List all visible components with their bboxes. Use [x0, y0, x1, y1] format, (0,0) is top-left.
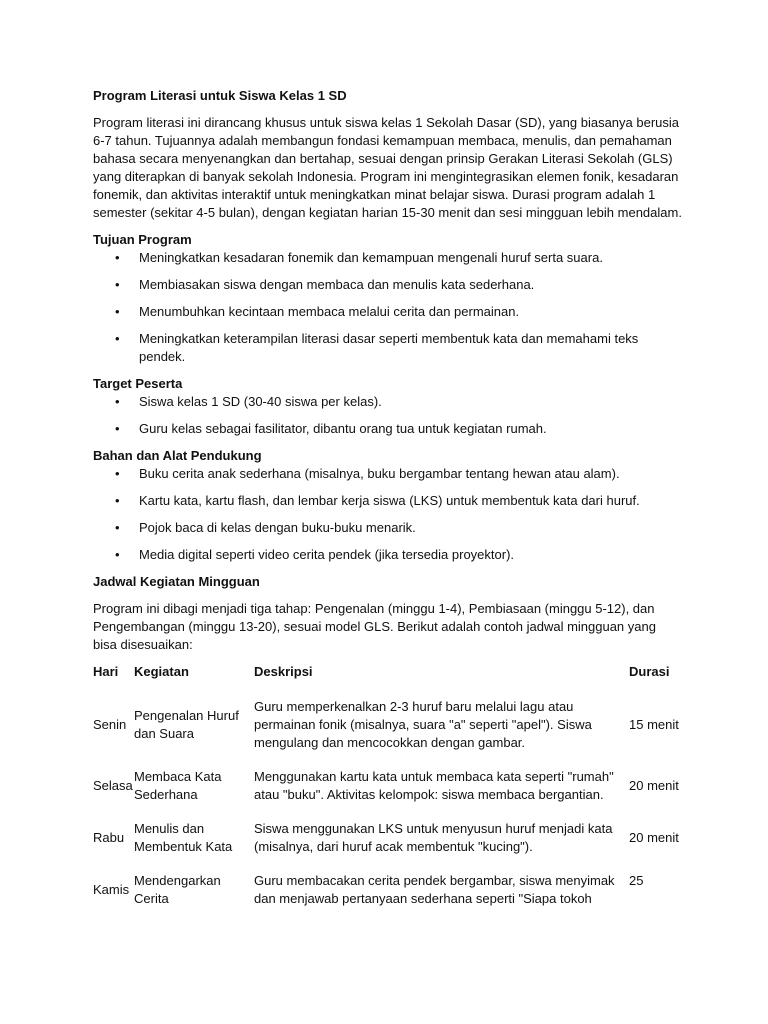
- jadwal-intro-paragraph: Program ini dibagi menjadi tiga tahap: Pengenalan (minggu 1-4), Pembiasaan (minggu 5-12), dan Pengembangan (minggu 13-20), sesuai model GLS. Berikut adalah contoh jadwal mingguan yang bisa disesuaikan:: [93, 601, 656, 652]
- cell-hari: Kamis: [93, 882, 130, 897]
- tujuan-list: [93, 249, 683, 366]
- cell-durasi: 20 menit: [629, 778, 679, 793]
- list-item: • Pojok baca di kelas dengan buku-buku menarik.: [93, 519, 683, 537]
- target-list: [93, 393, 683, 438]
- document-title: Program Literasi untuk Siswa Kelas 1 SD: [93, 88, 347, 103]
- list-item: • Guru kelas sebagai fasilitator, dibantu orang tua untuk kegiatan rumah.: [93, 420, 683, 438]
- cell-durasi: 25: [629, 873, 644, 888]
- column-header-deskripsi: Deskripsi: [254, 664, 313, 679]
- cell-deskripsi: Menggunakan kartu kata untuk membaca kata seperti "rumah" atau "buku". Aktivitas kelompok: siswa membaca bergantian.: [254, 769, 614, 802]
- cell-deskripsi: Siswa menggunakan LKS untuk menyusun huruf menjadi kata (misalnya, dari huruf acak membentuk "kucing").: [254, 821, 613, 854]
- schedule-table: [93, 663, 683, 916]
- list-item: • Buku cerita anak sederhana (misalnya, buku bergambar tentang hewan atau alam).: [93, 465, 683, 483]
- list-item: • Menumbuhkan kecintaan membaca melalui cerita dan permainan.: [93, 303, 683, 321]
- table-row: [93, 864, 683, 916]
- section-heading-jadwal: Jadwal Kegiatan Mingguan: [93, 574, 260, 589]
- cell-hari: Senin: [93, 717, 127, 732]
- bahan-list: [93, 465, 683, 564]
- column-header-durasi: Durasi: [629, 664, 670, 679]
- column-header-kegiatan: Kegiatan: [134, 664, 189, 679]
- cell-hari: Rabu: [93, 830, 125, 845]
- list-item: • Media digital seperti video cerita pendek (jika tersedia proyektor).: [93, 546, 683, 564]
- section-heading-tujuan: Tujuan Program: [93, 232, 192, 247]
- table-row: [93, 690, 683, 760]
- section-heading-bahan: Bahan dan Alat Pendukung: [93, 448, 262, 463]
- list-item: • Membiasakan siswa dengan membaca dan menulis kata sederhana.: [93, 276, 683, 294]
- cell-kegiatan: Mendengarkan Cerita: [134, 873, 221, 906]
- list-item: • Siswa kelas 1 SD (30-40 siswa per kelas).: [93, 393, 683, 411]
- document-body: [93, 87, 683, 916]
- cell-deskripsi: Guru memperkenalkan 2-3 huruf baru melalui lagu atau permainan fonik (misalnya, suara "a" seperti "apel"). Siswa mengulang dan mencocokkan dengan gambar.: [254, 699, 592, 750]
- cell-durasi: 15 menit: [629, 717, 679, 732]
- cell-durasi: 20 menit: [629, 830, 679, 845]
- cell-kegiatan: Membaca Kata Sederhana: [134, 769, 222, 802]
- cell-deskripsi: Guru membacakan cerita pendek bergambar, siswa menyimak dan menjawab pertanyaan sederhana seperti "Siapa tokoh: [254, 873, 615, 906]
- cell-hari: Selasa: [93, 778, 133, 793]
- table-header-row: [93, 663, 683, 690]
- list-item: • Meningkatkan kesadaran fonemik dan kemampuan mengenali huruf serta suara.: [93, 249, 683, 267]
- list-item: • Meningkatkan keterampilan literasi dasar seperti membentuk kata dan memahami teks pendek.: [93, 330, 683, 366]
- list-item: • Kartu kata, kartu flash, dan lembar kerja siswa (LKS) untuk membentuk kata dari huruf.: [93, 492, 683, 510]
- cell-kegiatan: Menulis dan Membentuk Kata: [134, 821, 233, 854]
- intro-paragraph: Program literasi ini dirancang khusus untuk siswa kelas 1 Sekolah Dasar (SD), yang biasanya berusia 6-7 tahun. Tujuannya adalah membangun fondasi kemampuan membaca, menulis, dan pemahaman bahasa secara menyenangkan dan bertahap, sesuai dengan prinsip Gerakan Literasi Sekolah (GLS) yang diterapkan di banyak sekolah Indonesia. Program ini mengintegrasikan elemen fonik, kesadaran fonemik, dan aktivitas interaktif untuk meningkatkan minat belajar siswa. Durasi program adalah 1 semester (sekitar 4-5 bulan), dengan kegiatan harian 15-30 menit dan sesi mingguan lebih mendalam.: [93, 115, 682, 220]
- section-heading-target: Target Peserta: [93, 376, 183, 391]
- cell-kegiatan: Pengenalan Huruf dan Suara: [134, 708, 239, 741]
- column-header-hari: Hari: [93, 664, 119, 679]
- table-row: [93, 812, 683, 864]
- table-row: [93, 760, 683, 812]
